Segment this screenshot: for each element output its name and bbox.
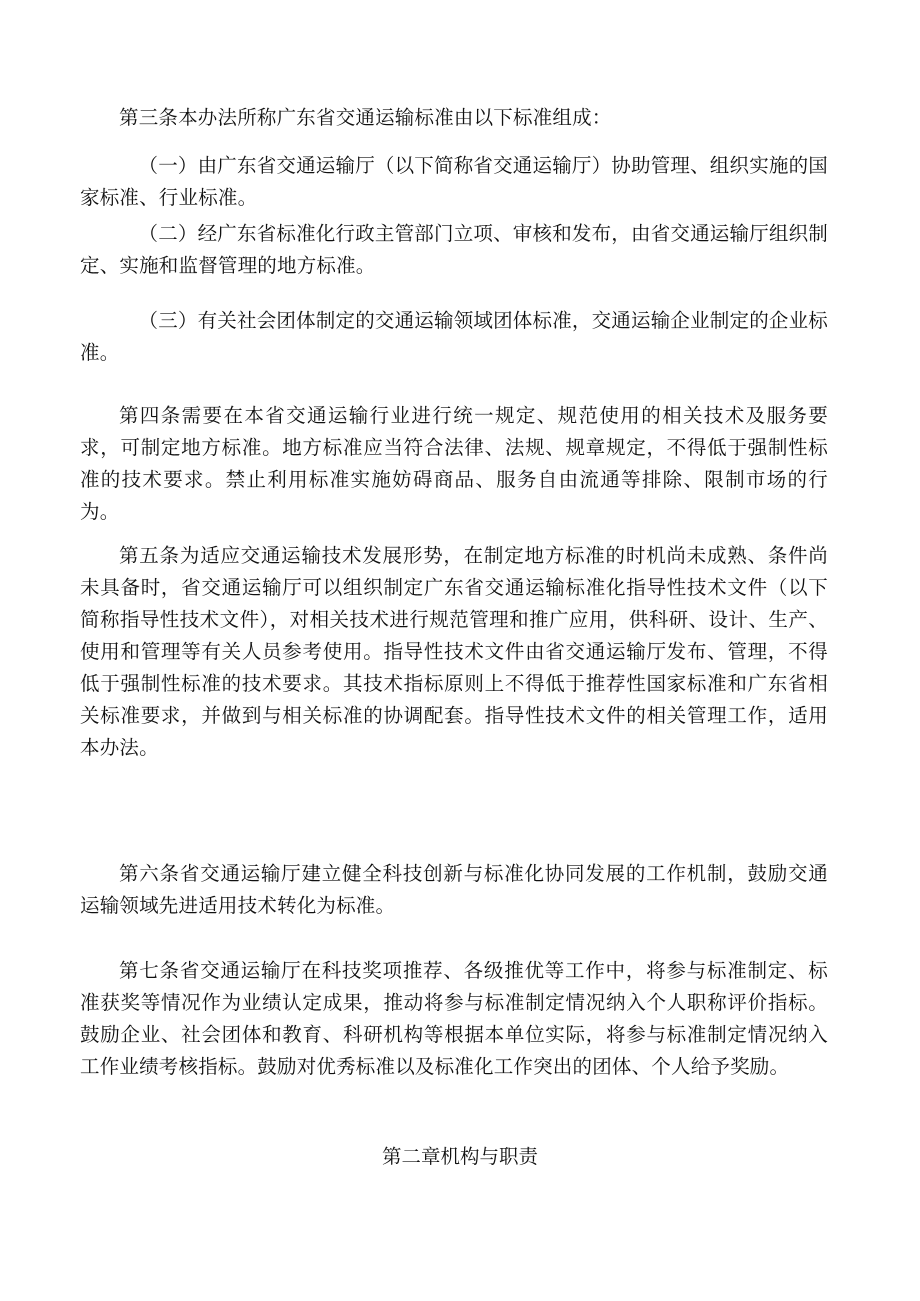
article-5-paragraph: 第五条为适应交通运输技术发展形势，在制定地方标准的时机尚未成熟、条件尚未具备时，省交通运输厅可以组织制定广东省交通运输标准化指导性技术文件（以下简称指导性技术文件），对相关技术进行规范管理和推广应用，供科研、设计、生产、使用和管理等有关人员参考使用。指导性技术文件由省交通运输厅发布、管理，不得低于强制性标准的技术要求。其技术指标原则上不得低于推荐性国家标准和广东省相关标准要求，并做到与相关标准的协调配套。指导性技术文件的相关管理工作，适用本办法。 bbox=[80, 544, 828, 759]
article-4-paragraph: 第四条需要在本省交通运输行业进行统一规定、规范使用的相关技术及服务要求，可制定地方标准。地方标准应当符合法律、法规、规章规定，不得低于强制性标准的技术要求。禁止利用标准实施妨碍商品、服务自由流通等排除、限制市场的行为。 bbox=[80, 404, 828, 523]
article-3-item-1: （一）由广东省交通运输厅（以下简称省交通运输厅）协助管理、组织实施的国家标准、行业标准。 bbox=[80, 154, 829, 209]
article-3-item-3: （三）有关社会团体制定的交通运输领域团体标准，交通运输企业制定的企业标准。 bbox=[80, 309, 829, 364]
article-6-paragraph: 第六条省交通运输厅建立健全科技创新与标准化协同发展的工作机制，鼓励交通运输领域先进适用技术转化为标准。 bbox=[80, 862, 828, 917]
article-3-paragraph: 第三条本办法所称广东省交通运输标准由以下标准组成： bbox=[119, 106, 612, 129]
chapter-heading: 第二章机构与职责 bbox=[381, 1145, 538, 1168]
article-3-item-2: （二）经广东省标准化行政主管部门立项、审核和发布，由省交通运输厅组织制定、实施和监督管理的地方标准。 bbox=[80, 222, 829, 277]
article-7-paragraph: 第七条省交通运输厅在科技奖项推荐、各级推优等工作中，将参与标准制定、标准获奖等情况作为业绩认定成果，推动将参与标准制定情况纳入个人职称评价指标。鼓励企业、社会团体和教育、科研机构等根据本单位实际，将参与标准制定情况纳入工作业绩考核指标。鼓励对优秀标准以及标准化工作突出的团体、个人给予奖励。 bbox=[80, 959, 828, 1078]
